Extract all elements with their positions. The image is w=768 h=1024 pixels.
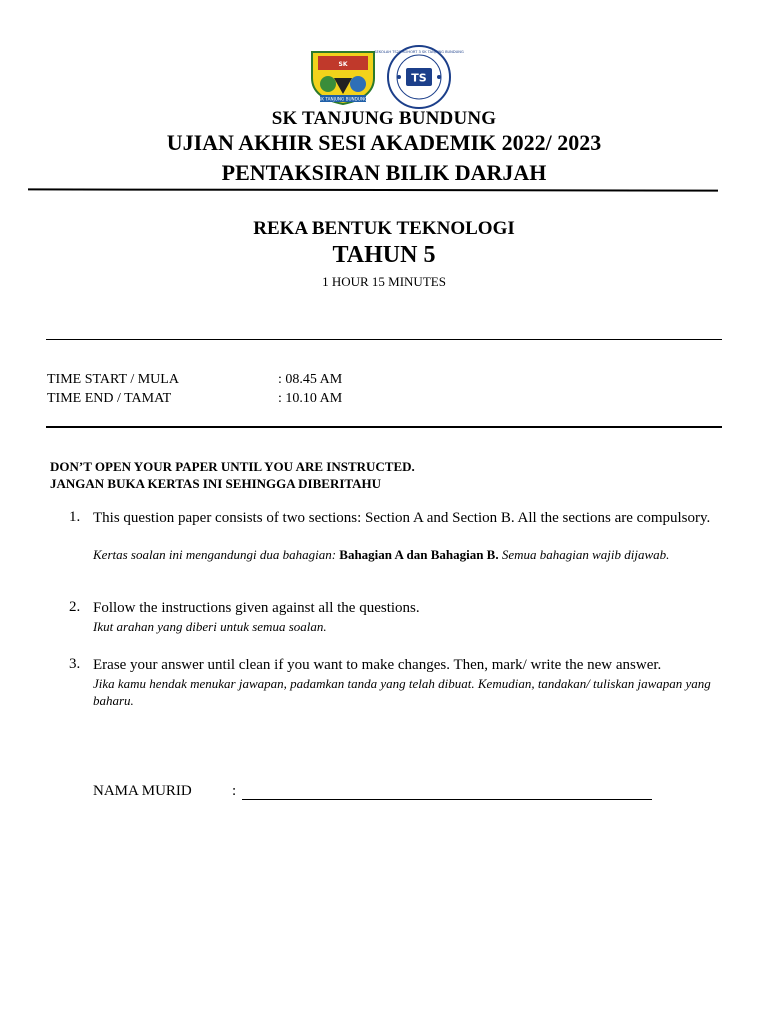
instruction-number: 2. xyxy=(69,599,81,615)
time-end-label: TIME END / TAMAT xyxy=(47,391,172,406)
instruction-malay: Jika kamu hendak menukar jawapan, padamkan tanda yang telah dibuat. Kemudian, tandakan/ tuliskan jawapan yang baharu. xyxy=(93,676,711,708)
svg-text:SK: SK xyxy=(338,61,348,68)
exam-duration: 1 HOUR 15 MINUTES xyxy=(322,274,446,289)
year-level: TAHUN 5 xyxy=(332,242,436,268)
instruction-english: Follow the instructions given against all the questions. xyxy=(93,600,420,616)
student-name-field[interactable] xyxy=(242,799,652,800)
warning-malay: JANGAN BUKA KERTAS INI SEHINGGA DIBERITAHU xyxy=(50,476,381,491)
instruction-malay: Kertas soalan ini mengandungi dua bahagian: Bahagian A dan Bahagian B. Semua bahagian wajib dijawab. xyxy=(93,547,670,562)
student-name-colon: : xyxy=(232,783,237,799)
logo-left-text: SK TANJUNG BUNDUNG xyxy=(318,96,368,102)
student-name-label: NAMA MURID xyxy=(93,783,192,799)
instruction-english: Erase your answer until clean if you want to make changes. Then, mark/ write the new answer. xyxy=(93,657,662,673)
header-divider xyxy=(28,188,718,191)
svg-text:TS: TS xyxy=(411,71,427,85)
time-top-divider xyxy=(46,339,722,340)
time-start-label: TIME START / MULA xyxy=(47,372,179,387)
sections-emphasis: Bahagian A dan Bahagian B. xyxy=(339,547,499,562)
instruction-number: 3. xyxy=(69,656,81,672)
instruction-malay: Ikut arahan yang diberi untuk semua soalan. xyxy=(93,619,327,634)
instruction-english: This question paper consists of two sections: Section A and Section B. All the sections are compulsory. xyxy=(93,510,711,526)
time-bottom-divider xyxy=(46,426,722,428)
assessment-title: PENTAKSIRAN BILIK DARJAH xyxy=(221,160,547,185)
time-end-value: : 10.10 AM xyxy=(278,391,343,406)
school-logos xyxy=(306,44,464,110)
school-name: SK TANJUNG BUNDUNG xyxy=(271,108,497,129)
warning-english: DON’T OPEN YOUR PAPER UNTIL YOU ARE INSTRUCTED. xyxy=(50,459,415,474)
school-crest-logo xyxy=(306,48,380,106)
ts25-seal-logo xyxy=(374,44,464,110)
subject-name: REKA BENTUK TEKNOLOGI xyxy=(253,218,515,239)
logo-right-text: SEKOLAH TS25 KOHORT 3 SK TANJUNG BUNDUNG xyxy=(374,50,464,54)
instruction-number: 1. xyxy=(69,509,81,525)
time-start-value: : 08.45 AM xyxy=(278,372,343,387)
exam-title: UJIAN AKHIR SESI AKADEMIK 2022/ 2023 xyxy=(166,130,602,155)
